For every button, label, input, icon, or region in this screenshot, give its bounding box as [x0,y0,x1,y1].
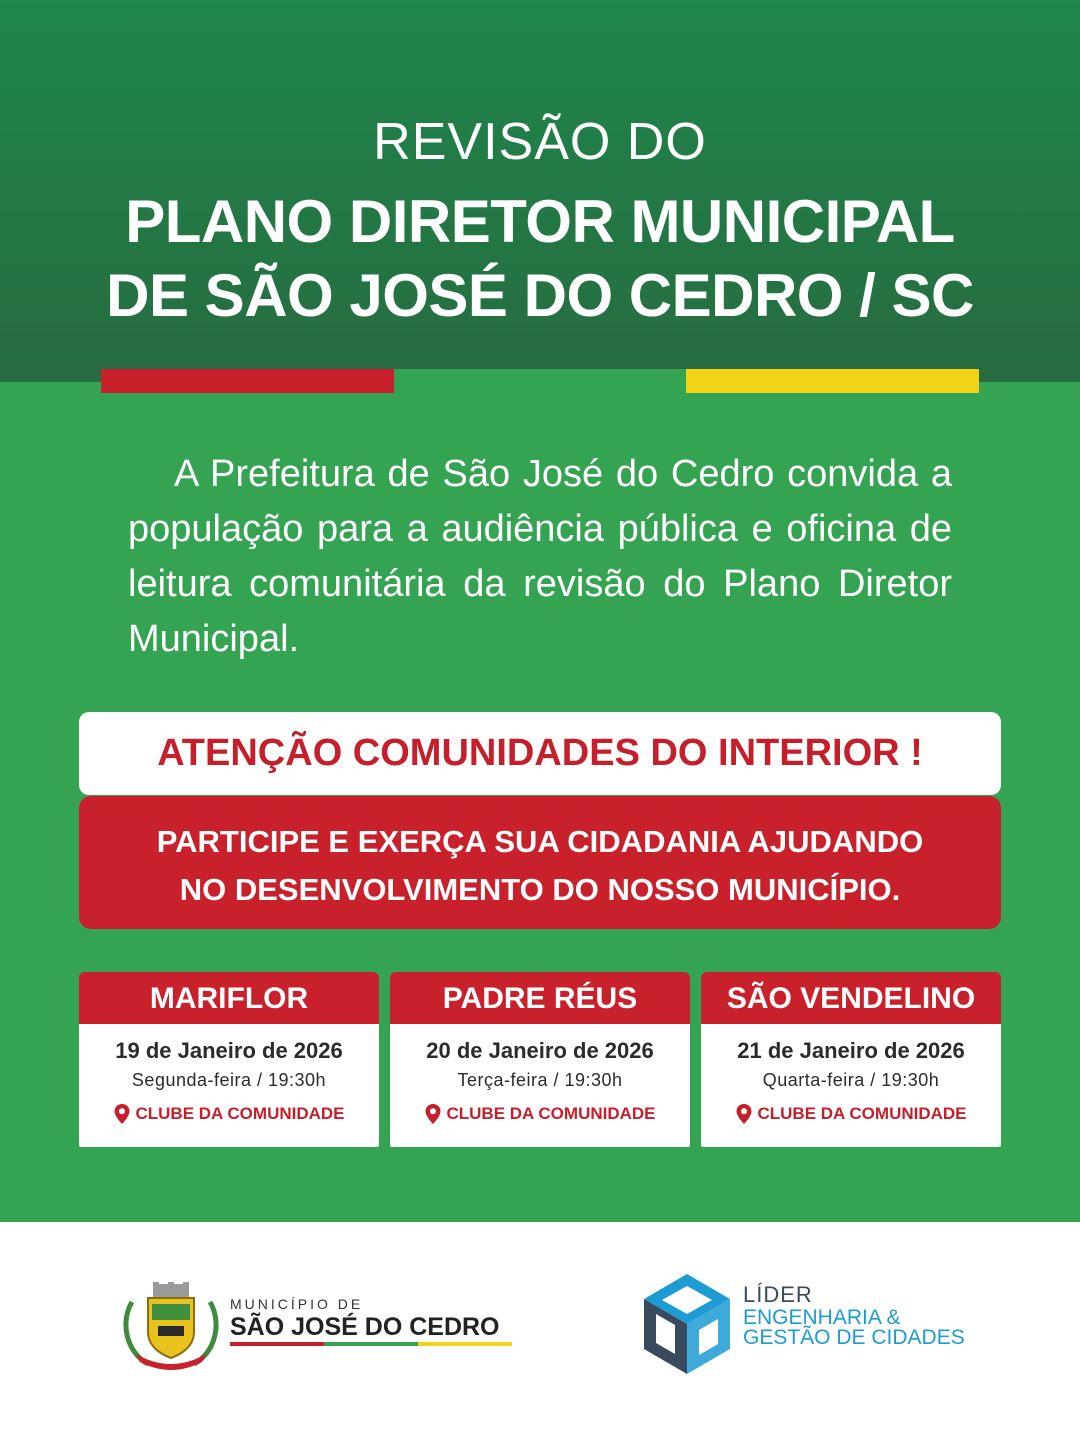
location-pin-icon [424,1103,442,1125]
municipality-bar-green [324,1342,418,1346]
municipality-label: MUNICÍPIO DE [230,1296,364,1312]
partner-name: LÍDER [743,1282,813,1307]
municipality-name: SÃO JOSÉ DO CEDRO [230,1313,500,1341]
participate-line-1: PARTICIPE E EXERÇA SUA CIDADANIA AJUDANDO [156,824,924,859]
event-day-time: Terça-feira / 19:30h [457,1070,623,1090]
lider-cube-logo [642,1272,732,1376]
event-details [390,1024,690,1147]
event-place-label: CLUBE DA COMUNIDADE [757,1104,967,1123]
attention-text: ATENÇÃO COMUNIDADES DO INTERIOR ! [157,732,923,774]
event-community: MARIFLOR [79,972,379,1024]
event-day-time: Segunda-feira / 19:30h [131,1070,327,1090]
event-day-time: Quarta-feira / 19:30h [762,1070,940,1090]
municipality-bar-yellow [418,1342,512,1346]
event-place [79,1103,379,1125]
title-line-3: DE SÃO JOSÉ DO CEDRO / SC [106,262,974,329]
location-pin-icon [735,1103,753,1125]
event-date: 20 de Janeiro de 2026 [426,1038,654,1063]
event-community: SÃO VENDELINO [701,972,1001,1024]
location-pin-icon [113,1103,131,1125]
event-card-mariflor [79,972,379,1147]
municipality-bar-red [230,1342,324,1346]
event-place-label: CLUBE DA COMUNIDADE [446,1104,656,1123]
intro-text: A Prefeitura de São José do Cedro convida a população para a audiência pública e oficina de leitura comunitária da revisão do Plano Diretor Municipal. [128,453,952,660]
event-place [701,1103,1001,1125]
event-date: 19 de Janeiro de 2026 [115,1038,343,1063]
flag-stripe-red [101,369,394,393]
participate-line-2: NO DESENVOLVIMENTO DO NOSSO MUNICÍPIO. [179,872,901,907]
flag-stripe-green [394,369,686,393]
event-place [390,1103,690,1125]
event-place-label: CLUBE DA COMUNIDADE [135,1104,345,1123]
attention-box [79,712,1001,795]
header-banner [0,0,1080,382]
event-details [79,1024,379,1147]
partner-subtitle-2: GESTÃO DE CIDADES [743,1326,965,1349]
title-line-1: REVISÃO DO [373,113,707,171]
event-details [701,1024,1001,1147]
partner-subtitle-1: ENGENHARIA & [743,1306,901,1329]
flag-stripe-yellow [686,369,979,393]
title-line-2: PLANO DIRETOR MUNICIPAL [125,188,955,255]
event-card-sao-vendelino [701,972,1001,1147]
event-date: 21 de Janeiro de 2026 [737,1038,965,1063]
coat-of-arms-logo [118,1282,224,1374]
event-community: PADRE RÉUS [390,972,690,1024]
event-card-padre-reus [390,972,690,1147]
participate-box [79,796,1001,929]
